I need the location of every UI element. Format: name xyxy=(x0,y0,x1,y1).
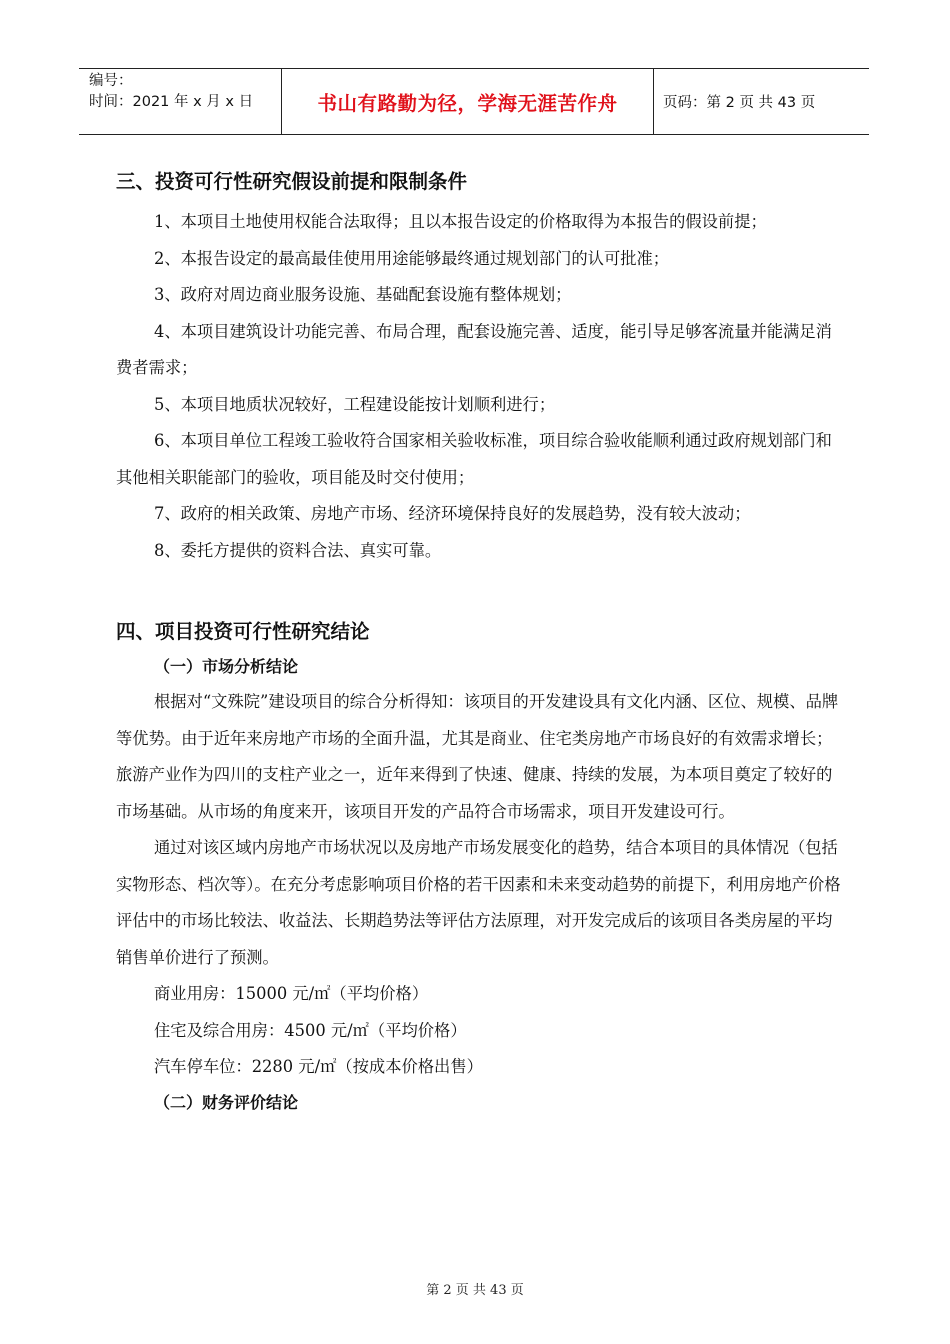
page-footer: 第 2 页 共 43 页 xyxy=(426,1283,524,1298)
section3-item: 4、本项目建筑设计功能完善、布局合理，配套设施完善、适度，能引导足够客流量并能满足消费者需求； xyxy=(116,321,832,377)
section3-item: 7、政府的相关政策、房地产市场、经济环境保持良好的发展趋势，没有较大波动； xyxy=(154,504,751,523)
market-analysis-heading: （一）市场分析结论 xyxy=(154,657,299,676)
section3-item: 3、政府对周边商业服务设施、基础配套设施有整体规划； xyxy=(154,285,572,304)
price-parking: 汽车停车位：2280 元/㎡（按成本价格出售） xyxy=(154,1057,483,1076)
header-motto: 书山有路勤为径，学海无涯苦作舟 xyxy=(282,69,654,134)
section3-title: 三、投资可行性研究假设前提和限制条件 xyxy=(116,170,468,193)
market-analysis-paragraph: 根据对“文殊院”建设项目的综合分析得知：该项目的开发建设具有文化内涵、区位、规模、品牌等优势。由于近年来房地产市场的全面升温，尤其是商业、住宅类房地产市场良好的有效需求增长；旅游产业作为四川的支柱产业之一，近年来得到了快速、健康、持续的发展，为本项目奠定了较好的市场基础。从市场的角度来开，该项目开发的产品符合市场需求，项目开发建设可行。 xyxy=(116,692,839,821)
header-number-label: 编号： xyxy=(89,73,133,89)
header-page-info: 页码：第 2 页 共 43 页 xyxy=(663,95,816,111)
section3-item: 6、本项目单位工程竣工验收符合国家相关验收标准，项目综合验收能顺利通过政府规划部门和其他相关职能部门的验收，项目能及时交付使用； xyxy=(116,431,832,487)
section3-item: 8、委托方提供的资料合法、真实可靠。 xyxy=(154,540,442,560)
financial-evaluation-heading: （二）财务评价结论 xyxy=(154,1092,299,1112)
price-commercial: 商业用房：15000 元/㎡（平均价格） xyxy=(154,984,429,1003)
section3-item: 2、本报告设定的最高最佳使用用途能够最终通过规划部门的认可批准； xyxy=(154,248,670,268)
price-residential: 住宅及综合用房：4500 元/㎡（平均价格） xyxy=(154,1020,467,1040)
section4-title: 四、项目投资可行性研究结论 xyxy=(116,620,370,643)
pricing-method-paragraph: 通过对该区域内房地产市场状况以及房地产市场发展变化的趋势，结合本项目的具体情况（包括实物形态、档次等）。在充分考虑影响项目价格的若干因素和未来变动趋势的前提下，利用房地产价格评估中的市场比较法、收益法、长期趋势法等评估方法原理，对开发完成后的该项目各类房屋的平均销售单价进行了预测。 xyxy=(116,838,841,967)
section3-item: 1、本项目土地使用权能合法取得；且以本报告设定的价格取得为本报告的假设前提； xyxy=(154,212,767,231)
header-meta xyxy=(79,69,282,134)
section3-item: 5、本项目地质状况较好，工程建设能按计划顺利进行； xyxy=(154,394,556,414)
page-header xyxy=(79,68,869,135)
document-body xyxy=(116,168,842,1120)
header-time-label: 时间：2021 年 x 月 x 日 xyxy=(89,94,254,110)
